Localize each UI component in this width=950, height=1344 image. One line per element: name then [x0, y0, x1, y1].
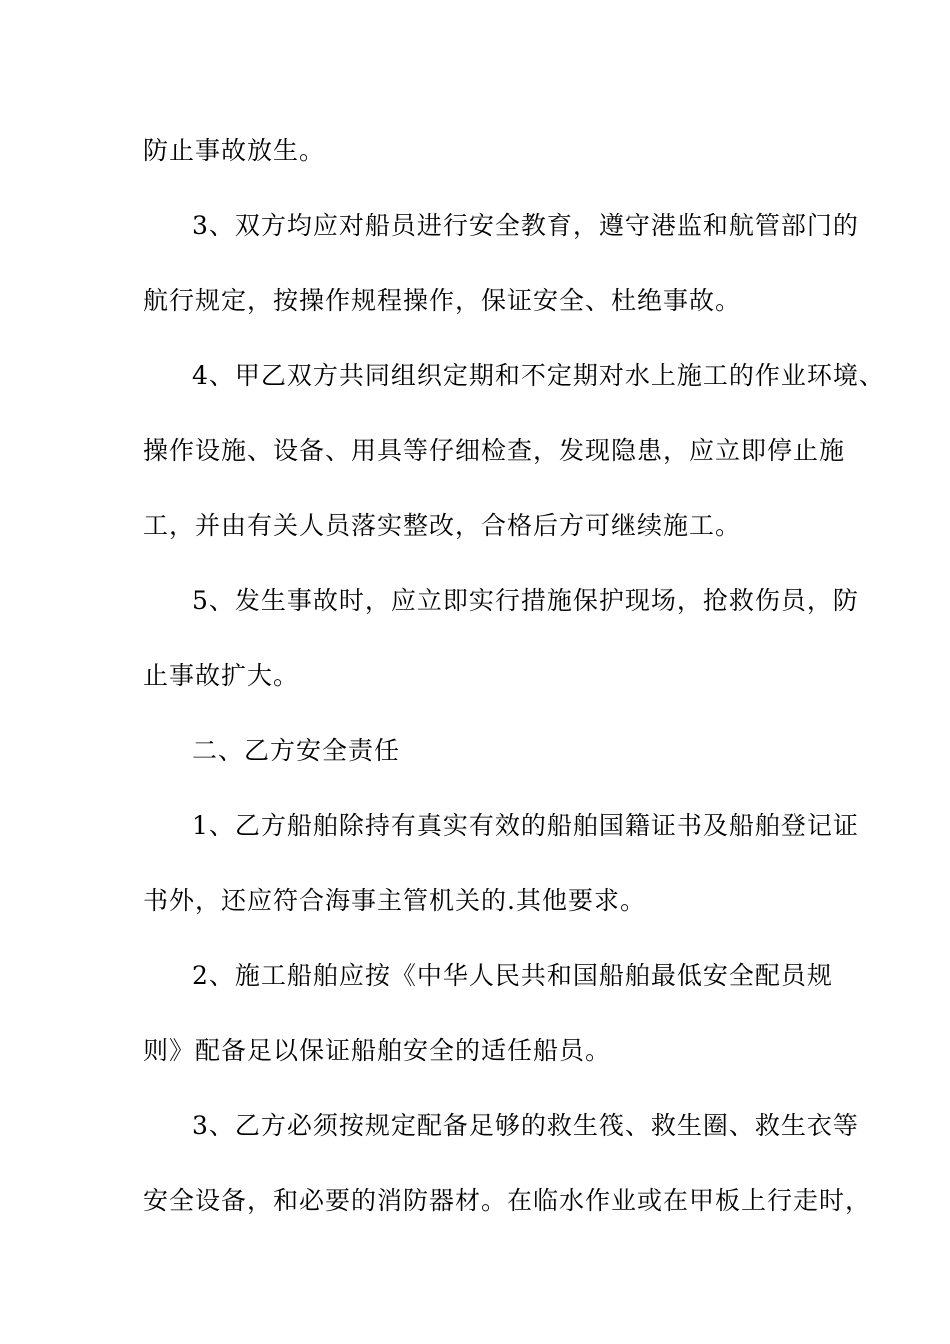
paragraph-line: 安全设备，和必要的消防器材。在临水作业或在甲板上行走时， [143, 1186, 872, 1215]
paragraph-line: 3、双方均应对船员进行安全教育，遵守港监和航管部门的 [192, 211, 859, 240]
paragraph-line: 书外，还应符合海事主管机关的.其他要求。 [143, 886, 646, 915]
paragraph-line: 4、甲乙双方共同组织定期和不定期对水上施工的作业环境、 [192, 361, 885, 390]
paragraph-line: 防止事故放生。 [143, 136, 326, 165]
section-heading: 二、乙方安全责任 [192, 736, 401, 765]
paragraph-line: 则》配备足以保证船舶安全的适任船员。 [143, 1036, 612, 1065]
paragraph-line: 2、施工船舶应按《中华人民共和国船舶最低安全配员规 [192, 961, 833, 990]
paragraph-line: 5、发生事故时，应立即实行措施保护现场，抢救伤员，防 [192, 586, 859, 615]
paragraph-line: 工，并由有关人员落实整改，合格后方可继续施工。 [143, 511, 742, 540]
paragraph-line: 1、乙方船舶除持有真实有效的船舶国籍证书及船舶登记证 [192, 811, 859, 840]
paragraph-line: 操作设施、设备、用具等仔细检查，发现隐患，应立即停止施 [143, 436, 846, 465]
paragraph-line: 止事故扩大。 [143, 661, 300, 690]
paragraph-line: 航行规定，按操作规程操作，保证安全、杜绝事故。 [143, 286, 742, 315]
paragraph-line: 3、乙方必须按规定配备足够的救生筏、救生圈、救生衣等 [192, 1111, 859, 1140]
